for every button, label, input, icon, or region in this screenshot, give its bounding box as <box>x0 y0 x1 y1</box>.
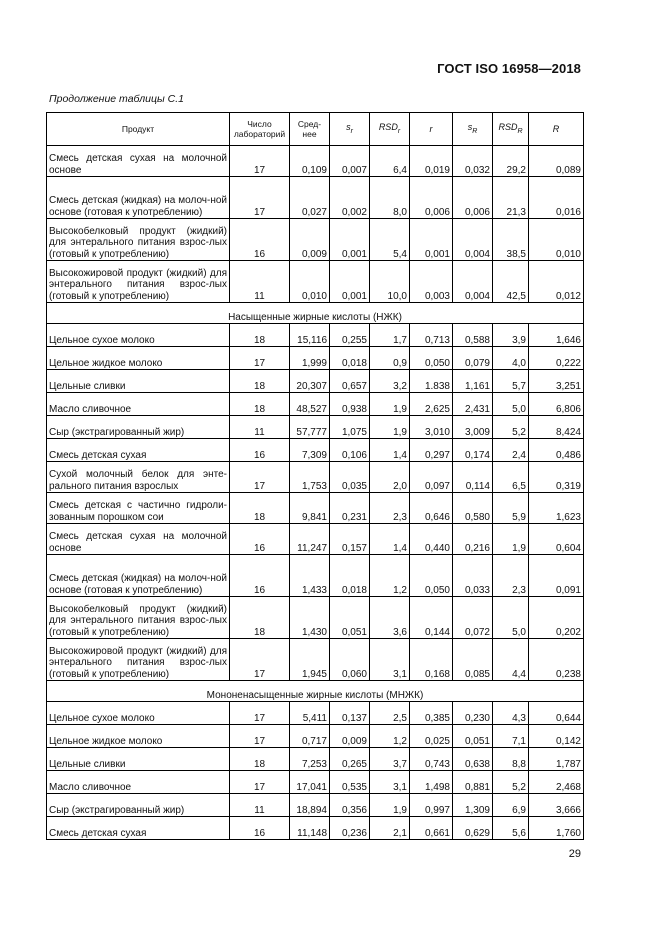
cell-rsdR: 5,6 <box>493 817 529 840</box>
table-row <box>47 347 584 370</box>
col-header-labs: Число лабораторий <box>230 113 290 146</box>
cell-sr: 1,075 <box>330 416 370 439</box>
cell-rsdR: 5,7 <box>493 370 529 393</box>
cell-R: 0,238 <box>529 639 584 681</box>
cell-sr: 0,236 <box>330 817 370 840</box>
col-header-sr-sub: r <box>350 127 353 135</box>
cell-rsdR: 42,5 <box>493 261 529 303</box>
cell-rsdR: 6,5 <box>493 462 529 493</box>
cell-rsdr: 1,7 <box>370 324 410 347</box>
cell-R: 0,089 <box>529 146 584 177</box>
cell-labs: 16 <box>230 439 290 462</box>
cell-r: 0,050 <box>410 347 453 370</box>
cell-product: Цельные сливки <box>47 748 230 771</box>
cell-sr: 0,106 <box>330 439 370 462</box>
cell-rsdr: 10,0 <box>370 261 410 303</box>
cell-labs: 18 <box>230 393 290 416</box>
table-row <box>47 794 584 817</box>
cell-sR: 1,309 <box>453 794 493 817</box>
cell-mean: 11,148 <box>290 817 330 840</box>
cell-R: 8,424 <box>529 416 584 439</box>
cell-R: 6,806 <box>529 393 584 416</box>
cell-product: Сыр (экстрагированный жир) <box>47 416 230 439</box>
cell-r: 0,997 <box>410 794 453 817</box>
cell-sr: 0,060 <box>330 639 370 681</box>
cell-r: 0,006 <box>410 177 453 219</box>
cell-sR: 0,033 <box>453 555 493 597</box>
table-row <box>47 524 584 555</box>
cell-product: Цельное сухое молоко <box>47 324 230 347</box>
cell-mean: 0,109 <box>290 146 330 177</box>
table-row <box>47 555 584 597</box>
cell-rsdR: 21,3 <box>493 177 529 219</box>
table-row <box>47 462 584 493</box>
cell-rsdR: 4,4 <box>493 639 529 681</box>
cell-r: 0,097 <box>410 462 453 493</box>
cell-product: Сухой молочный белок для энте-рального питания взрослых <box>47 462 230 493</box>
col-header-sR-main: s <box>467 121 473 132</box>
cell-labs: 18 <box>230 370 290 393</box>
cell-r: 0,019 <box>410 146 453 177</box>
cell-rsdR: 4,3 <box>493 702 529 725</box>
cell-mean: 20,307 <box>290 370 330 393</box>
cell-r: 0,661 <box>410 817 453 840</box>
cell-r: 1,498 <box>410 771 453 794</box>
cell-labs: 16 <box>230 219 290 261</box>
cell-sR: 0,114 <box>453 462 493 493</box>
cell-rsdr: 1,4 <box>370 524 410 555</box>
cell-sr: 0,018 <box>330 555 370 597</box>
cell-rsdr: 8,0 <box>370 177 410 219</box>
cell-sr: 0,051 <box>330 597 370 639</box>
cell-sR: 0,004 <box>453 261 493 303</box>
cell-mean: 57,777 <box>290 416 330 439</box>
cell-product: Цельное жидкое молоко <box>47 347 230 370</box>
cell-r: 2,625 <box>410 393 453 416</box>
cell-labs: 17 <box>230 177 290 219</box>
col-header-mean: Сред-нее <box>290 113 330 146</box>
cell-R: 1,646 <box>529 324 584 347</box>
cell-product: Сыр (экстрагированный жир) <box>47 794 230 817</box>
cell-labs: 18 <box>230 493 290 524</box>
cell-mean: 7,253 <box>290 748 330 771</box>
cell-mean: 0,027 <box>290 177 330 219</box>
cell-r: 0,168 <box>410 639 453 681</box>
cell-rsdR: 8,8 <box>493 748 529 771</box>
cell-rsdR: 6,9 <box>493 794 529 817</box>
cell-R: 0,142 <box>529 725 584 748</box>
col-header-sR <box>453 113 493 146</box>
cell-rsdR: 3,9 <box>493 324 529 347</box>
col-header-rsdr-sub: r <box>397 127 401 135</box>
cell-rsdR: 5,0 <box>493 393 529 416</box>
cell-r: 0,050 <box>410 555 453 597</box>
cell-labs: 11 <box>230 794 290 817</box>
cell-R: 0,222 <box>529 347 584 370</box>
cell-product: Цельные сливки <box>47 370 230 393</box>
cell-product: Смесь детская сухая <box>47 439 230 462</box>
cell-sR: 0,629 <box>453 817 493 840</box>
cell-R: 0,012 <box>529 261 584 303</box>
cell-mean: 7,309 <box>290 439 330 462</box>
col-header-sR-sub: R <box>472 127 478 135</box>
cell-rsdr: 5,4 <box>370 219 410 261</box>
cell-R: 2,468 <box>529 771 584 794</box>
cell-rsdR: 7,1 <box>493 725 529 748</box>
cell-rsdr: 3,2 <box>370 370 410 393</box>
table-row <box>47 416 584 439</box>
cell-sR: 0,580 <box>453 493 493 524</box>
cell-sR: 0,230 <box>453 702 493 725</box>
table-row <box>47 597 584 639</box>
cell-sR: 0,216 <box>453 524 493 555</box>
cell-rsdR: 5,9 <box>493 493 529 524</box>
table-row <box>47 702 584 725</box>
cell-r: 0,025 <box>410 725 453 748</box>
cell-labs: 17 <box>230 347 290 370</box>
section-row <box>47 303 584 324</box>
cell-sR: 0,638 <box>453 748 493 771</box>
cell-sR: 3,009 <box>453 416 493 439</box>
cell-labs: 16 <box>230 555 290 597</box>
cell-mean: 1,999 <box>290 347 330 370</box>
cell-r: 3,010 <box>410 416 453 439</box>
cell-sR: 0,079 <box>453 347 493 370</box>
cell-labs: 16 <box>230 524 290 555</box>
cell-R: 0,091 <box>529 555 584 597</box>
cell-sr: 0,157 <box>330 524 370 555</box>
cell-r: 0,743 <box>410 748 453 771</box>
cell-sR: 2,431 <box>453 393 493 416</box>
col-header-rsdR <box>493 113 529 146</box>
cell-R: 0,486 <box>529 439 584 462</box>
col-header-rsdR-main: RSD <box>498 121 518 132</box>
cell-rsdr: 3,7 <box>370 748 410 771</box>
cell-mean: 18,894 <box>290 794 330 817</box>
cell-r: 1.838 <box>410 370 453 393</box>
cell-sr: 0,007 <box>330 146 370 177</box>
cell-R: 0,010 <box>529 219 584 261</box>
cell-r: 0,713 <box>410 324 453 347</box>
cell-rsdr: 2,5 <box>370 702 410 725</box>
section-heading: Мононенасыщенные жирные кислоты (МНЖК) <box>47 681 584 702</box>
cell-sR: 0,588 <box>453 324 493 347</box>
cell-rsdR: 2,3 <box>493 555 529 597</box>
cell-R: 1,760 <box>529 817 584 840</box>
cell-mean: 1,753 <box>290 462 330 493</box>
cell-sr: 0,265 <box>330 748 370 771</box>
cell-rsdr: 1,9 <box>370 416 410 439</box>
cell-rsdR: 5,2 <box>493 771 529 794</box>
cell-R: 1,787 <box>529 748 584 771</box>
cell-mean: 11,247 <box>290 524 330 555</box>
cell-R: 1,623 <box>529 493 584 524</box>
cell-labs: 18 <box>230 324 290 347</box>
data-table <box>46 112 584 840</box>
cell-rsdr: 2,3 <box>370 493 410 524</box>
cell-rsdr: 2,1 <box>370 817 410 840</box>
cell-labs: 18 <box>230 597 290 639</box>
table-row <box>47 261 584 303</box>
section-row <box>47 681 584 702</box>
cell-sR: 0,051 <box>453 725 493 748</box>
col-header-R: R <box>529 113 584 146</box>
cell-R: 0,319 <box>529 462 584 493</box>
cell-rsdr: 1,2 <box>370 725 410 748</box>
cell-product: Смесь детская с частично гидроли-зованным порошком сои <box>47 493 230 524</box>
cell-product: Высокожировой продукт (жидкий) для энтерального питания взрос-лых (готовый к употреблению) <box>47 639 230 681</box>
cell-sr: 0,035 <box>330 462 370 493</box>
cell-rsdr: 6,4 <box>370 146 410 177</box>
cell-labs: 17 <box>230 146 290 177</box>
col-header-rsdr-main: RSD <box>378 121 398 132</box>
cell-sR: 0,004 <box>453 219 493 261</box>
cell-r: 0,297 <box>410 439 453 462</box>
document-code: ГОСТ ISO 16958—2018 <box>437 61 581 76</box>
cell-product: Высокобелковый продукт (жидкий) для энтерального питания взрос-лых (готовый к употреблению) <box>47 219 230 261</box>
table-row <box>47 146 584 177</box>
cell-rsdr: 1,2 <box>370 555 410 597</box>
cell-rsdr: 3,6 <box>370 597 410 639</box>
cell-sr: 0,356 <box>330 794 370 817</box>
cell-rsdR: 1,9 <box>493 524 529 555</box>
cell-product: Высокожировой продукт (жидкий) для энтерального питания взрос-лых (готовый к употреблению) <box>47 261 230 303</box>
cell-labs: 16 <box>230 817 290 840</box>
cell-product: Смесь детская (жидкая) на молоч-ной основе (готовая к употреблению) <box>47 177 230 219</box>
col-header-rsdR-sub: R <box>517 127 523 135</box>
cell-mean: 1,433 <box>290 555 330 597</box>
cell-mean: 0,010 <box>290 261 330 303</box>
cell-labs: 17 <box>230 771 290 794</box>
cell-R: 0,016 <box>529 177 584 219</box>
cell-R: 3,251 <box>529 370 584 393</box>
cell-product: Высокобелковый продукт (жидкий) для энтерального питания взрос-лых (готовый к употреблению) <box>47 597 230 639</box>
cell-mean: 17,041 <box>290 771 330 794</box>
cell-sr: 0,002 <box>330 177 370 219</box>
col-header-sr-main: s <box>346 121 351 132</box>
cell-product: Цельное жидкое молоко <box>47 725 230 748</box>
cell-rsdr: 3,1 <box>370 639 410 681</box>
cell-sr: 0,535 <box>330 771 370 794</box>
section-heading: Насыщенные жирные кислоты (НЖК) <box>47 303 584 324</box>
cell-mean: 5,411 <box>290 702 330 725</box>
cell-sR: 0,174 <box>453 439 493 462</box>
table-row <box>47 639 584 681</box>
cell-r: 0,003 <box>410 261 453 303</box>
cell-R: 0,202 <box>529 597 584 639</box>
table-row <box>47 393 584 416</box>
cell-sR: 1,161 <box>453 370 493 393</box>
cell-product: Масло сливочное <box>47 393 230 416</box>
col-header-rsdr <box>370 113 410 146</box>
cell-rsdR: 2,4 <box>493 439 529 462</box>
cell-labs: 11 <box>230 416 290 439</box>
cell-R: 0,644 <box>529 702 584 725</box>
table-row <box>47 817 584 840</box>
cell-rsdr: 0,9 <box>370 347 410 370</box>
cell-sR: 0,032 <box>453 146 493 177</box>
col-header-r: r <box>410 113 453 146</box>
cell-labs: 17 <box>230 462 290 493</box>
table-row <box>47 219 584 261</box>
cell-rsdr: 1,4 <box>370 439 410 462</box>
cell-R: 0,604 <box>529 524 584 555</box>
table-row <box>47 725 584 748</box>
cell-sr: 0,231 <box>330 493 370 524</box>
table-row <box>47 177 584 219</box>
cell-labs: 18 <box>230 748 290 771</box>
cell-r: 0,144 <box>410 597 453 639</box>
cell-rsdR: 4,0 <box>493 347 529 370</box>
cell-rsdr: 1,9 <box>370 794 410 817</box>
cell-sR: 0,881 <box>453 771 493 794</box>
cell-sr: 0,938 <box>330 393 370 416</box>
cell-labs: 17 <box>230 702 290 725</box>
cell-mean: 0,717 <box>290 725 330 748</box>
table-header-row <box>47 113 584 146</box>
cell-rsdR: 5,0 <box>493 597 529 639</box>
cell-mean: 9,841 <box>290 493 330 524</box>
table-row <box>47 439 584 462</box>
cell-mean: 48,527 <box>290 393 330 416</box>
col-header-sr <box>330 113 370 146</box>
cell-product: Смесь детская сухая на молочной основе <box>47 524 230 555</box>
cell-labs: 17 <box>230 725 290 748</box>
table-row <box>47 370 584 393</box>
cell-sr: 0,018 <box>330 347 370 370</box>
cell-rsdR: 5,2 <box>493 416 529 439</box>
cell-rsdR: 38,5 <box>493 219 529 261</box>
cell-r: 0,440 <box>410 524 453 555</box>
cell-r: 0,385 <box>410 702 453 725</box>
cell-sr: 0,137 <box>330 702 370 725</box>
cell-sR: 0,006 <box>453 177 493 219</box>
table-caption: Продолжение таблицы С.1 <box>49 93 184 105</box>
cell-rsdr: 3,1 <box>370 771 410 794</box>
cell-sR: 0,072 <box>453 597 493 639</box>
cell-sR: 0,085 <box>453 639 493 681</box>
cell-mean: 1,430 <box>290 597 330 639</box>
cell-product: Масло сливочное <box>47 771 230 794</box>
cell-mean: 15,116 <box>290 324 330 347</box>
cell-product: Смесь детская сухая <box>47 817 230 840</box>
cell-mean: 0,009 <box>290 219 330 261</box>
table-row <box>47 324 584 347</box>
cell-product: Смесь детская (жидкая) на молоч-ной основе (готовая к употреблению) <box>47 555 230 597</box>
cell-labs: 17 <box>230 639 290 681</box>
col-header-product: Продукт <box>47 113 230 146</box>
cell-sr: 0,009 <box>330 725 370 748</box>
page-number: 29 <box>568 848 581 860</box>
cell-sr: 0,001 <box>330 219 370 261</box>
cell-sr: 0,001 <box>330 261 370 303</box>
table-row <box>47 771 584 794</box>
cell-sr: 0,255 <box>330 324 370 347</box>
cell-rsdR: 29,2 <box>493 146 529 177</box>
cell-mean: 1,945 <box>290 639 330 681</box>
cell-product: Цельное сухое молоко <box>47 702 230 725</box>
cell-rsdr: 2,0 <box>370 462 410 493</box>
cell-rsdr: 1,9 <box>370 393 410 416</box>
cell-R: 3,666 <box>529 794 584 817</box>
cell-r: 0,646 <box>410 493 453 524</box>
cell-product: Смесь детская сухая на молочной основе <box>47 146 230 177</box>
table-row <box>47 748 584 771</box>
table-row <box>47 493 584 524</box>
cell-sr: 0,657 <box>330 370 370 393</box>
cell-r: 0,001 <box>410 219 453 261</box>
cell-labs: 11 <box>230 261 290 303</box>
